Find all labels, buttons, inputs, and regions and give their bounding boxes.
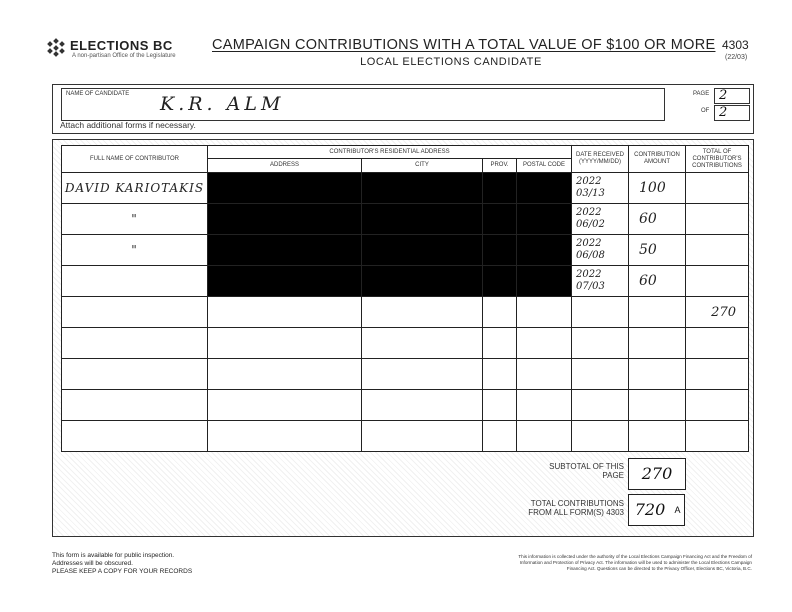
city-cell[interactable]: [362, 297, 483, 328]
prov-cell[interactable]: [483, 328, 517, 359]
redacted-address: [208, 266, 362, 297]
address-cell[interactable]: [208, 359, 362, 390]
date-received[interactable]: [572, 235, 629, 266]
col-header-city: CITY: [362, 159, 483, 173]
contribution-amount[interactable]: 100: [629, 173, 686, 204]
contribution-amount[interactable]: 60: [629, 266, 686, 297]
address-cell[interactable]: [208, 328, 362, 359]
date-received[interactable]: [572, 204, 629, 235]
city-cell[interactable]: [362, 421, 483, 452]
total-contributions-label: TOTAL CONTRIBUTIONS FROM ALL FORM(S) 4303: [528, 499, 624, 517]
contributor-total[interactable]: [686, 266, 749, 297]
form-title: CAMPAIGN CONTRIBUTIONS WITH A TOTAL VALUE OF $100 OR MORE: [212, 37, 716, 53]
redacted-prov: [483, 173, 517, 204]
contribution-amount[interactable]: [629, 328, 686, 359]
city-cell[interactable]: [362, 359, 483, 390]
date-year: 2022: [576, 238, 602, 249]
logo-subtitle: A non-partisan Office of the Legislature: [72, 53, 176, 59]
date-received[interactable]: [572, 359, 629, 390]
redacted-city: [362, 266, 483, 297]
form-subtitle: LOCAL ELECTIONS CANDIDATE: [360, 56, 542, 68]
contributor-name[interactable]: ": [62, 235, 208, 266]
redacted-prov: [483, 204, 517, 235]
footer-notice: [52, 552, 192, 576]
contributor-name[interactable]: [62, 297, 208, 328]
col-header-amount: CONTRIBUTION AMOUNT: [629, 146, 686, 173]
contribution-amount[interactable]: [629, 421, 686, 452]
contributor-total[interactable]: [686, 173, 749, 204]
prov-cell[interactable]: [483, 390, 517, 421]
contributor-total[interactable]: [686, 204, 749, 235]
contributor-total[interactable]: 270: [686, 297, 749, 328]
contributor-total[interactable]: [686, 235, 749, 266]
contributions-table: [61, 145, 749, 452]
contribution-amount[interactable]: 60: [629, 204, 686, 235]
contribution-amount[interactable]: [629, 297, 686, 328]
subtotal-field[interactable]: 270: [628, 458, 686, 490]
date-received[interactable]: [572, 173, 629, 204]
col-header-prov: PROV.: [483, 159, 517, 173]
col-header-date: DATE RECEIVED (YYYY/MM/DD): [572, 146, 629, 173]
date-month-day: 03/13: [576, 188, 605, 199]
candidate-name-label: NAME OF CANDIDATE: [66, 91, 130, 97]
footer-line-addresses: Addresses will be obscured.: [52, 560, 133, 567]
page-label: PAGE: [693, 91, 710, 97]
form-revision: (22/03): [725, 54, 748, 61]
table-row: [62, 421, 749, 452]
date-month-day: 06/08: [576, 250, 605, 261]
contributor-total[interactable]: [686, 328, 749, 359]
table-row: [62, 204, 749, 235]
contributor-name[interactable]: [62, 359, 208, 390]
contribution-amount[interactable]: [629, 359, 686, 390]
redacted-address: [208, 173, 362, 204]
prov-cell[interactable]: [483, 421, 517, 452]
redacted-prov: [483, 266, 517, 297]
table-row: [62, 266, 749, 297]
date-month-day: 07/03: [576, 281, 605, 292]
contributor-name[interactable]: [62, 266, 208, 297]
address-cell[interactable]: [208, 421, 362, 452]
postal-cell[interactable]: [517, 421, 572, 452]
contributor-total[interactable]: [686, 359, 749, 390]
address-cell[interactable]: [208, 297, 362, 328]
candidate-name-field[interactable]: [61, 88, 665, 121]
total-contributions-field[interactable]: 720: [628, 494, 672, 526]
redacted-address: [208, 204, 362, 235]
date-month-day: 06/02: [576, 219, 605, 230]
col-header-total: TOTAL OF CONTRIBUTOR'S CONTRIBUTIONS: [686, 146, 749, 173]
redacted-city: [362, 173, 483, 204]
date-year: 2022: [576, 207, 602, 218]
of-label: OF: [701, 108, 710, 114]
redacted-postal: [517, 235, 572, 266]
attach-note: Attach additional forms if necessary.: [60, 120, 196, 130]
contributor-total[interactable]: [686, 421, 749, 452]
elections-bc-logo: [46, 36, 206, 64]
col-header-name: FULL NAME OF CONTRIBUTOR: [62, 146, 208, 173]
page-number-field[interactable]: 2: [714, 88, 750, 104]
date-year: 2022: [576, 176, 602, 187]
page-total-field[interactable]: 2: [714, 105, 750, 121]
date-received[interactable]: [572, 421, 629, 452]
redacted-postal: [517, 266, 572, 297]
contributor-name[interactable]: [62, 390, 208, 421]
table-row: [62, 390, 749, 421]
date-received[interactable]: [572, 266, 629, 297]
candidate-name-value: K.R. ALM: [160, 93, 285, 115]
privacy-notice: This information is collected under the authority of the Local Elections Campaign Financing Act and the Freedom of Information and Protection of Privacy Act. The information will be used to administer the Local Elections Campaign Financing Act. Questions can be directed to the Privacy Officer, Elections BC, Victoria, B.C.: [518, 554, 752, 571]
contributor-name[interactable]: [62, 328, 208, 359]
city-cell[interactable]: [362, 328, 483, 359]
address-cell[interactable]: [208, 390, 362, 421]
table-row: [62, 297, 749, 328]
postal-cell[interactable]: [517, 297, 572, 328]
logo-title: ELECTIONS BC: [70, 38, 173, 53]
redacted-address: [208, 235, 362, 266]
table-row: [62, 235, 749, 266]
date-year: 2022: [576, 269, 602, 280]
date-received[interactable]: [572, 328, 629, 359]
postal-cell[interactable]: [517, 390, 572, 421]
contribution-amount[interactable]: 50: [629, 235, 686, 266]
footer-line-keep-copy: PLEASE KEEP A COPY FOR YOUR RECORDS: [52, 568, 193, 575]
date-received[interactable]: [572, 297, 629, 328]
subtotal-label: SUBTOTAL OF THIS PAGE: [549, 462, 624, 480]
contributor-total[interactable]: [686, 390, 749, 421]
contributor-name[interactable]: ": [62, 204, 208, 235]
prov-cell[interactable]: [483, 359, 517, 390]
redacted-city: [362, 235, 483, 266]
table-row: [62, 328, 749, 359]
redacted-postal: [517, 204, 572, 235]
col-header-residential-address: CONTRIBUTOR'S RESIDENTIAL ADDRESS: [208, 146, 572, 159]
postal-cell[interactable]: [517, 328, 572, 359]
table-row: [62, 173, 749, 204]
prov-cell[interactable]: [483, 297, 517, 328]
elections-bc-logo-icon: [46, 38, 68, 58]
form-number: 4303: [722, 38, 749, 52]
redacted-city: [362, 204, 483, 235]
contributor-name[interactable]: DAVID KARIOTAKIS: [62, 173, 208, 204]
postal-cell[interactable]: [517, 359, 572, 390]
date-received[interactable]: [572, 390, 629, 421]
city-cell[interactable]: [362, 390, 483, 421]
contribution-amount[interactable]: [629, 390, 686, 421]
table-row: [62, 359, 749, 390]
redacted-prov: [483, 235, 517, 266]
footer-line-public: This form is available for public inspection.: [52, 552, 175, 559]
col-header-address: ADDRESS: [208, 159, 362, 173]
col-header-postal: POSTAL CODE: [517, 159, 572, 173]
total-tag: A: [671, 494, 685, 526]
redacted-postal: [517, 173, 572, 204]
contributor-name[interactable]: [62, 421, 208, 452]
